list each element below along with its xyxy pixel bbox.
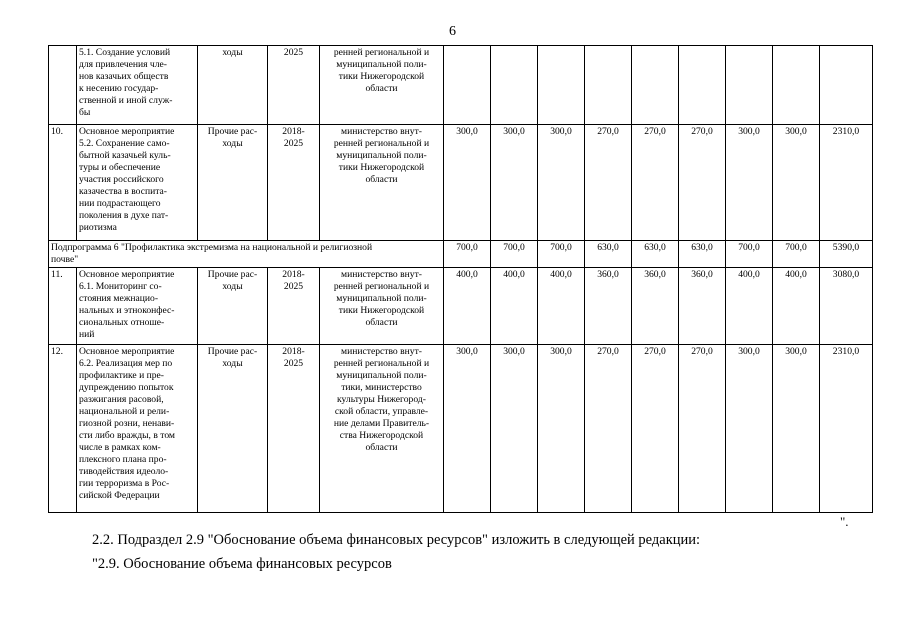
value-cell: 400,0	[538, 268, 585, 345]
total-value-cell	[820, 46, 873, 125]
table-row	[49, 125, 873, 241]
value-cell: 300,0	[491, 345, 538, 513]
period-cell: 2018- 2025	[268, 125, 320, 241]
value-cell	[444, 46, 491, 125]
value-cell: 300,0	[538, 125, 585, 241]
subprogram-title-cell: Подпрограмма 6 "Профилактика экстремизма на национальной и религиозной почве"	[49, 241, 444, 268]
closing-quote: ".	[840, 514, 849, 529]
paragraph-section-heading: "2.9. Обоснование объема финансовых ресурсов	[92, 556, 392, 572]
value-cell: 360,0	[585, 268, 632, 345]
table-row	[49, 268, 873, 345]
row-number-cell: 12.	[49, 345, 77, 513]
value-cell	[726, 46, 773, 125]
period-cell: 2018- 2025	[268, 345, 320, 513]
value-cell: 300,0	[444, 345, 491, 513]
value-cell: 270,0	[679, 345, 726, 513]
value-cell: 270,0	[632, 345, 679, 513]
activity-name-cell: Основное мероприятие 6.1. Мониторинг со- стояния межнацио- нальных и этноконфес- сиональных отноше- ний	[77, 268, 198, 345]
value-cell: 630,0	[679, 241, 726, 268]
table-row	[49, 46, 873, 125]
value-cell: 400,0	[726, 268, 773, 345]
value-cell: 700,0	[444, 241, 491, 268]
value-cell: 700,0	[773, 241, 820, 268]
subprogram-row	[49, 241, 873, 268]
value-cell: 270,0	[585, 345, 632, 513]
row-number-cell: 11.	[49, 268, 77, 345]
value-cell: 630,0	[585, 241, 632, 268]
value-cell	[538, 46, 585, 125]
funding-source-cell: Прочие рас- ходы	[198, 345, 268, 513]
value-cell: 700,0	[491, 241, 538, 268]
value-cell: 300,0	[444, 125, 491, 241]
value-cell: 300,0	[538, 345, 585, 513]
executor-cell: министерство внут- ренней региональной и муниципальной поли- тики, министерство культуры Нижегород- ской области, управле- ние делами Правитель- ства Нижегородской области	[320, 345, 444, 513]
value-cell: 400,0	[491, 268, 538, 345]
value-cell	[491, 46, 538, 125]
value-cell	[632, 46, 679, 125]
funding-source-cell: Прочие рас- ходы	[198, 268, 268, 345]
value-cell: 300,0	[773, 125, 820, 241]
value-cell: 360,0	[632, 268, 679, 345]
total-value-cell: 3080,0	[820, 268, 873, 345]
activity-name-cell: Основное мероприятие 5.2. Сохранение само- бытной казачьей куль- туры и обеспечение участия российского казачества в воспита- нии подрастающего поколения в духе пат- риотизма	[77, 125, 198, 241]
executor-cell: министерство внут- ренней региональной и муниципальной поли- тики Нижегородской области	[320, 125, 444, 241]
value-cell: 270,0	[632, 125, 679, 241]
executor-cell: ренней региональной и муниципальной поли- тики Нижегородской области	[320, 46, 444, 125]
value-cell: 630,0	[632, 241, 679, 268]
funding-source-cell: Прочие рас- ходы	[198, 125, 268, 241]
value-cell: 360,0	[679, 268, 726, 345]
value-cell: 270,0	[585, 125, 632, 241]
value-cell: 700,0	[538, 241, 585, 268]
row-number-cell: 10.	[49, 125, 77, 241]
value-cell: 400,0	[444, 268, 491, 345]
value-cell: 700,0	[726, 241, 773, 268]
total-value-cell: 2310,0	[820, 345, 873, 513]
page-number: 6	[449, 24, 456, 39]
value-cell: 400,0	[773, 268, 820, 345]
value-cell: 300,0	[491, 125, 538, 241]
activity-name-cell: 5.1. Создание условий для привлечения чле- нов казачьих обществ к несению государ- ственной и иной служ- бы	[77, 46, 198, 125]
paragraph-amendment: 2.2. Подраздел 2.9 "Обоснование объема финансовых ресурсов" изложить в следующей редакции:	[92, 532, 701, 548]
program-activities-table	[48, 45, 873, 513]
value-cell: 270,0	[679, 125, 726, 241]
total-value-cell: 5390,0	[820, 241, 873, 268]
table-row	[49, 345, 873, 513]
funding-source-cell: ходы	[198, 46, 268, 125]
value-cell: 300,0	[773, 345, 820, 513]
value-cell	[679, 46, 726, 125]
row-number-cell	[49, 46, 77, 125]
value-cell: 300,0	[726, 125, 773, 241]
period-cell: 2025	[268, 46, 320, 125]
value-cell: 300,0	[726, 345, 773, 513]
total-value-cell: 2310,0	[820, 125, 873, 241]
executor-cell: министерство внут- ренней региональной и муниципальной поли- тики Нижегородской области	[320, 268, 444, 345]
value-cell	[585, 46, 632, 125]
activity-name-cell: Основное мероприятие 6.2. Реализация мер по профилактике и пре- дупреждению попыток разжигания расовой, национальной и рели- гиозной розни, ненави- сти либо вражды, в том числе в рамках ком- плексного плана про- тиводействия идеоло- гии терроризма в Рос- сийской Федерации	[77, 345, 198, 513]
value-cell	[773, 46, 820, 125]
period-cell: 2018- 2025	[268, 268, 320, 345]
